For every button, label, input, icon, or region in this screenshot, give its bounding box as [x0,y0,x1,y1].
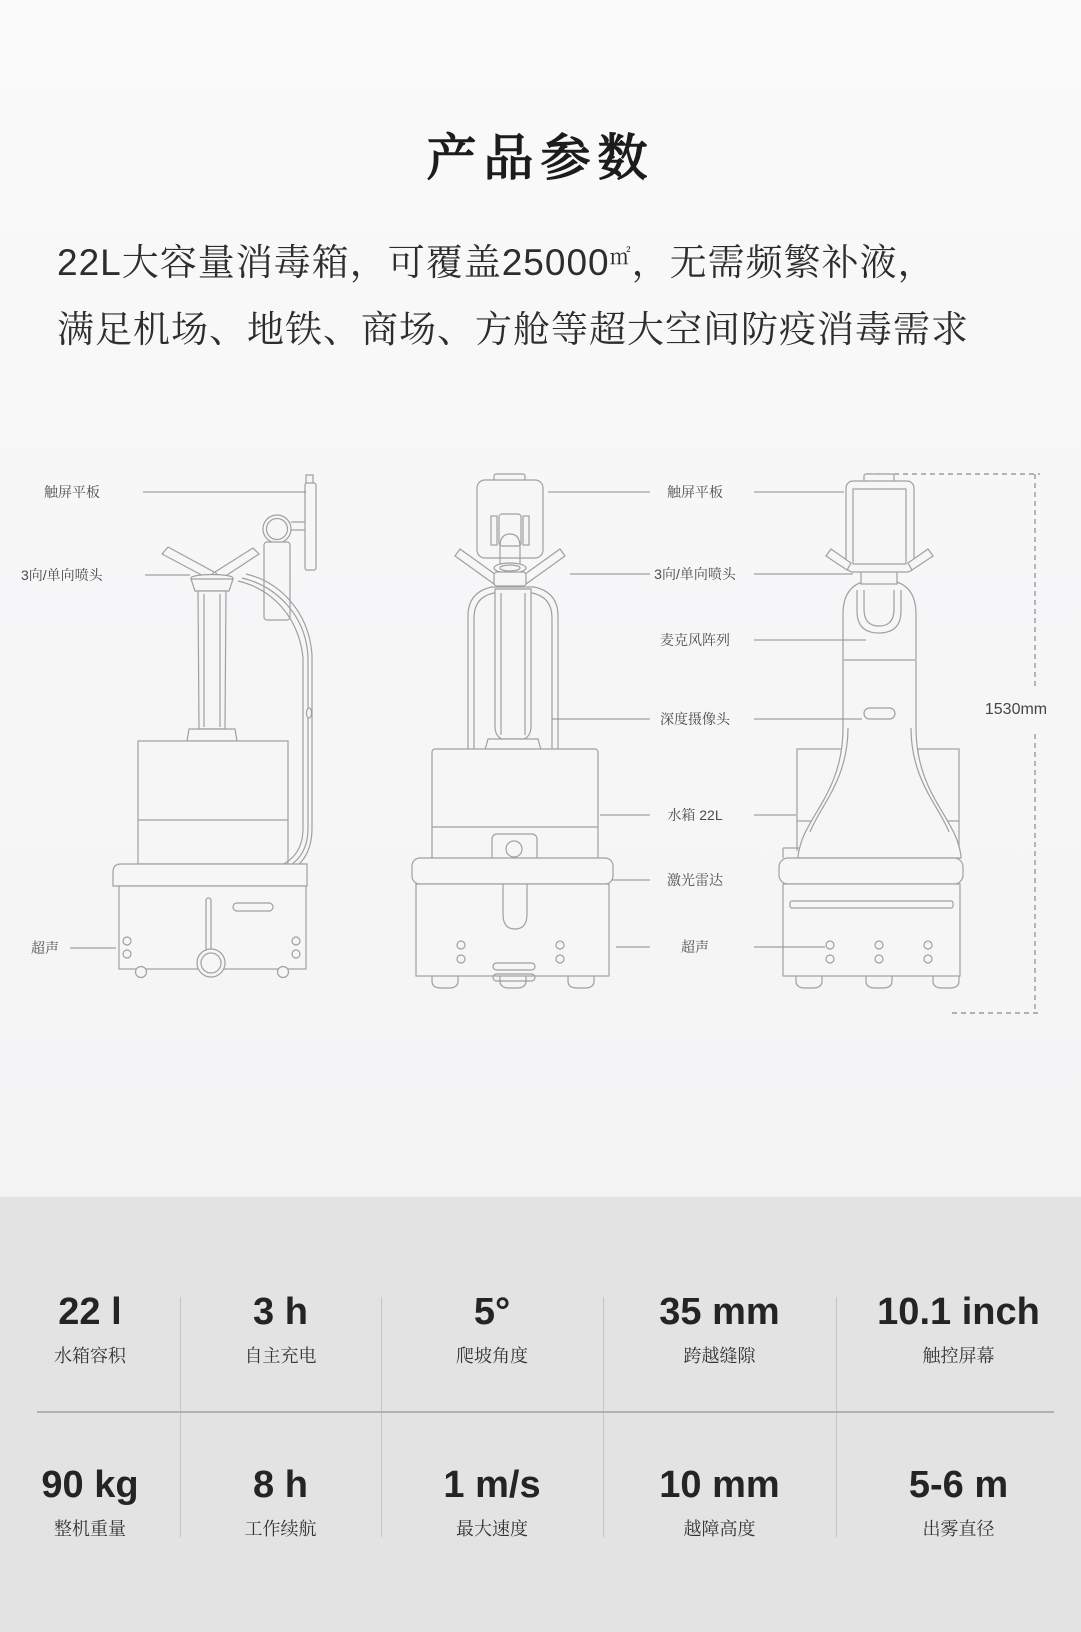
spec-label: 整机重量 [54,1519,126,1539]
callout-depth-camera: 深度摄像头 [660,711,730,727]
spec-value: 10 mm [659,1464,780,1506]
spec-value: 90 kg [41,1464,139,1506]
spec-value: 3 h [253,1291,308,1333]
spec-value: 10.1 inch [877,1291,1040,1333]
callout-nozzle-left: 3向/单向喷头 [21,567,103,583]
spec-section [0,1197,1081,1632]
spec-auto-charge [180,1288,381,1366]
callout-microphone-array: 麦克风阵列 [660,632,730,648]
spec-value: 5-6 m [908,1464,1009,1506]
robot-front-view [412,474,613,988]
spec-gap-crossing [603,1288,836,1366]
spec-label: 触控屏幕 [922,1346,995,1366]
spec-label: 工作续航 [244,1519,317,1539]
spec-label: 越障高度 [683,1519,756,1539]
robot-front-view-tall [779,474,963,988]
spec-value: 8 h [253,1464,308,1506]
spec-mist-diameter [836,1461,1081,1539]
spec-tank-capacity [0,1288,180,1366]
callout-ultrasonic: 超声 [681,939,709,955]
spec-weight [0,1461,180,1539]
height-dimension-label: 1530mm [984,701,1048,718]
spec-value: 35 mm [659,1291,780,1333]
spec-climb-angle [381,1288,603,1366]
product-description [57,224,1037,363]
robot-side-view [113,475,316,978]
spec-obstacle-height [603,1461,836,1539]
row-divider [37,1411,1054,1413]
callout-touchscreen-tablet: 触屏平板 [667,484,723,500]
callout-ultrasonic-left: 超声 [31,940,59,956]
spec-label: 出雾直径 [922,1519,995,1539]
spec-max-speed [381,1461,603,1539]
spec-value: 22 l [58,1291,122,1333]
callout-nozzle: 3向/单向喷头 [654,566,736,582]
spec-label: 爬坡角度 [456,1346,528,1366]
description-line-2: 满足机场、地铁、商场、方舱等超大空间防疫消毒需求 [57,309,969,350]
square-meter-unit: ㎡ [609,246,632,269]
callout-water-tank: 水箱 22L [667,807,723,823]
callout-lidar: 激光雷达 [667,872,723,888]
spec-value: 5° [473,1291,511,1333]
spec-value: 1 m/s [443,1464,541,1506]
spec-label: 自主充电 [244,1346,317,1366]
spec-label: 水箱容积 [54,1346,126,1366]
spec-label: 最大速度 [456,1519,528,1539]
spec-touchscreen-size [836,1288,1081,1366]
spec-work-duration [180,1461,381,1539]
page-title: 产品参数 [426,130,655,186]
description-line-1: 22L大容量消毒箱，可覆盖25000㎡，无需频繁补液， [57,242,936,283]
callout-touchscreen-tablet-left: 触屏平板 [44,484,100,500]
robot-diagram [0,440,1081,1040]
spec-label: 跨越缝隙 [683,1346,756,1366]
